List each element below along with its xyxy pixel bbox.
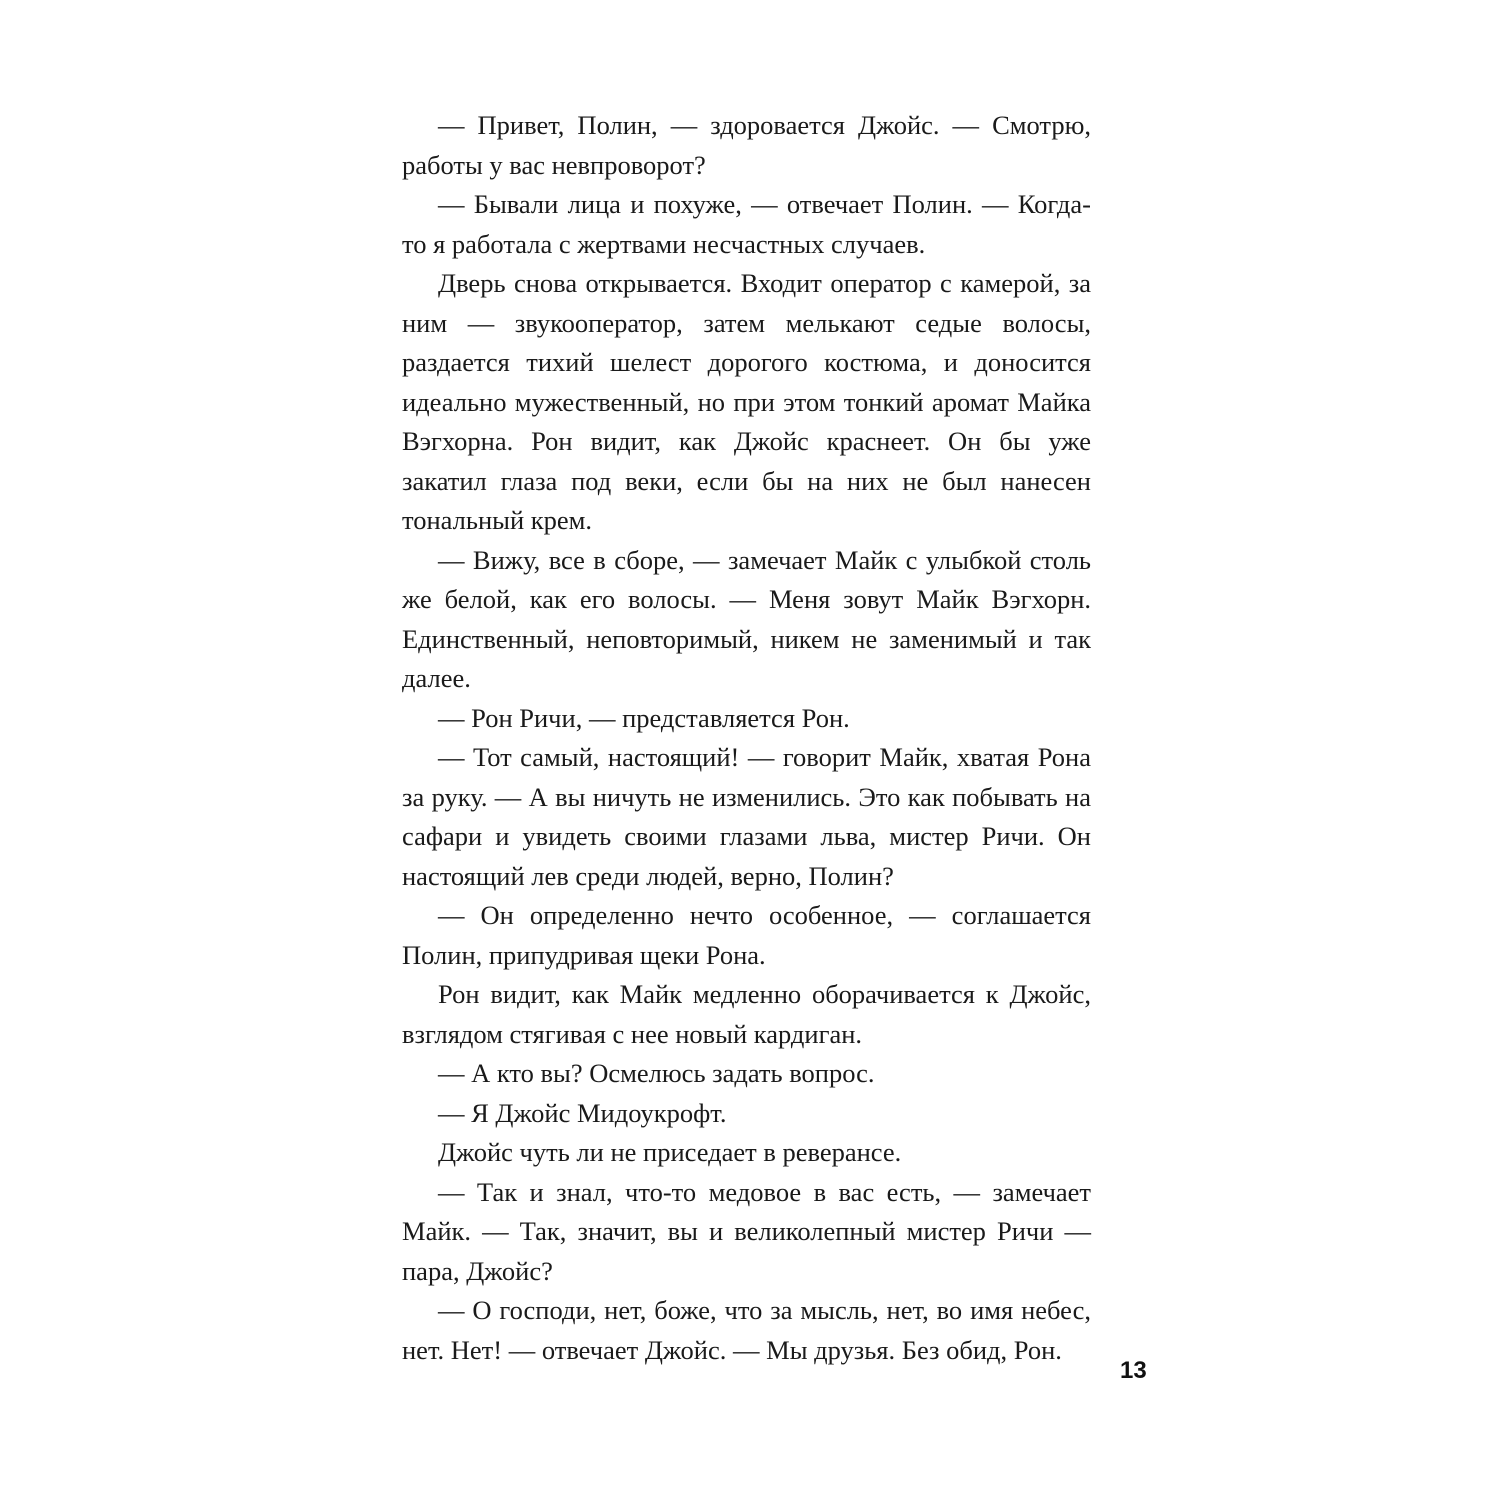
paragraph: Рон видит, как Майк медленно оборачивается к Джойс, взглядом стягивая с нее новый кардиган. [402,979,1091,1049]
paragraph: — Он определенно нечто особенное, — соглашается Полин, припудривая щеки Рона. [402,900,1091,970]
paragraph: — Рон Ричи, — представляется Рон. [438,702,850,733]
paragraph: Дверь снова открывается. Входит оператор с камерой, за ним — звукооператор, затем мелькают седые волосы, раздается тихий шелест дорогого костюма, и доносится идеально мужественный, но при этом тонкий аромат Майка Вэгхорна. Рон видит, как Джойс краснеет. Он бы уже закатил глаза под веки, если бы на них не был нанесен тональный крем. [402,268,1091,535]
paragraph: — Я Джойс Мидоукрофт. [438,1097,727,1128]
paragraph: — Бывали лица и похуже, — отвечает Полин. — Когда-то я работала с жертвами несчастных случаев. [402,189,1091,259]
paragraph: — О господи, нет, боже, что за мысль, нет, во имя небес, нет. Нет! — отвечает Джойс. — Мы друзья. Без обид, Рон. [402,1295,1091,1365]
paragraph: — Вижу, все в сборе, — замечает Майк с улыбкой столь же белой, как его волосы. — Меня зовут Майк Вэгхорн. Единственный, неповторимый, никем не заменимый и так далее. [402,544,1091,693]
paragraph: — Тот самый, настоящий! — говорит Майк, хватая Рона за руку. — А вы ничуть не изменились. Это как побывать на сафари и увидеть своими глазами льва, мистер Ричи. Он настоящий лев среди людей, верно, Полин? [402,742,1091,891]
paragraph: — Так и знал, что-то медовое в вас есть, — замечает Майк. — Так, значит, вы и великолепный мистер Ричи — пара, Джойс? [402,1176,1091,1286]
paragraph: — Привет, Полин, — здоровается Джойс. — Смотрю, работы у вас невпроворот? [402,110,1091,180]
page-number: 13 [1120,1357,1147,1384]
body-text [402,106,1091,1370]
paragraph: Джойс чуть ли не приседает в реверансе. [438,1137,902,1167]
paragraph: — А кто вы? Осмелюсь задать вопрос. [438,1058,875,1088]
